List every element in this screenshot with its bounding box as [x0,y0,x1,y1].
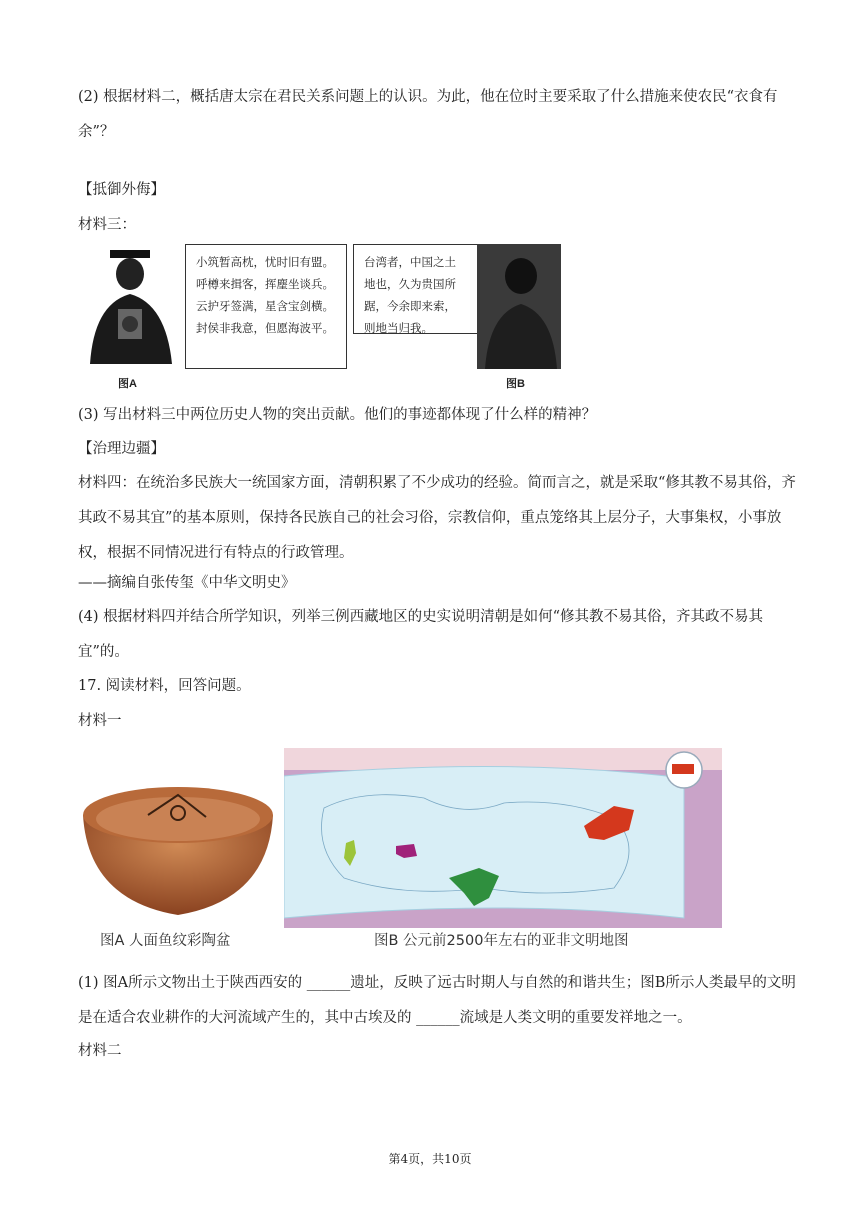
q16-part3: (3) 写出材料三中两位历史人物的突出贡献。他们的事迹都体现了什么样的精神？ [78,407,597,423]
figure-b-caption: 图B 公元前2500年左右的亚非文明地图 [374,933,629,949]
civilization-map [284,748,722,928]
material4-source: ——摘编自张传玺《中华文明史》 [78,575,296,591]
figure-b-portrait [353,244,563,390]
portrait-a-illustration [80,244,190,369]
figure-a-speech-bubble: 小筑暂高枕，忧时旧有盟。呼樽来揖客，挥麈坐谈兵。云护牙签满，星含宝剑横。封侯非我意，但愿海波平。 [185,244,347,369]
q16-part2: (2) 根据材料二，概括唐太宗在君民关系问题上的认识。为此，他在位时主要采取了什么措施来使农民“衣食有余”？ [78,89,778,140]
figure-b-speech-bubble: 台湾者，中国之土地也，久为贵国所踞，今余即来索，则地当归我。 [353,244,478,334]
page-footer: 第4页，共10页 [388,1152,472,1166]
material2-label: 材料二 [78,1043,122,1059]
portrait-b-illustration [477,244,561,369]
figure-a-label: 图A [118,378,137,390]
material3-label: 材料三： [78,217,136,233]
q16-part4: (4) 根据材料四并结合所学知识，列举三例西藏地区的史实说明清朝是如何“修其教不易其俗，齐其政不易其宜”的。 [78,609,764,660]
section-border-heading: 【治理边疆】 [78,441,165,457]
pottery-bowl-image [78,775,278,925]
section-resist-heading: 【抵御外侮】 [78,182,165,198]
figure-b-label: 图B [506,378,525,390]
material1-label: 材料一 [78,713,122,729]
q17-title: 17. 阅读材料，回答问题。 [78,678,251,694]
figure-a-caption: 图A 人面鱼纹彩陶盆 [100,933,231,949]
figure-a-portrait [80,244,350,390]
material4-text: 材料四：在统治多民族大一统国家方面，清朝积累了不少成功的经验。简而言之，就是采取“修其教不易其俗，齐其政不易其宜”的基本原则，保持各民族自己的社会习俗，宗教信仰，重点笼络其上层分子，大事集权，小事放权，根据不同情况进行有特点的行政管理。 [78,475,796,561]
q17-part1: (1) 图A所示文物出土于陕西西安的 ______遗址，反映了远古时期人与自然的和谐共生；图B所示人类最早的文明是在适合农业耕作的大河流域产生的，其中古埃及的 ______流域是人类文明的重要发祥地之一。 [78,975,796,1026]
